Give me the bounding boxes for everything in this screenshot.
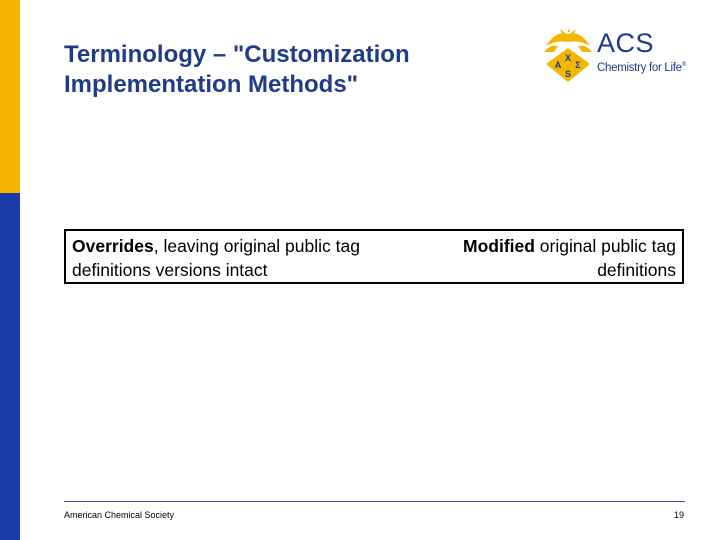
logo-tagline-text: Chemistry for Life bbox=[597, 61, 682, 74]
logo-trademark: ® bbox=[681, 62, 686, 68]
logo-acs-text: ACS bbox=[597, 28, 655, 58]
comparison-box bbox=[64, 229, 684, 284]
left-accent-bar-blue bbox=[0, 193, 20, 540]
emblem-letter-chi: Χ bbox=[564, 53, 572, 63]
acs-emblem-icon bbox=[540, 26, 596, 84]
emblem-letter-a: A bbox=[554, 60, 562, 70]
logo-tagline bbox=[597, 58, 686, 75]
footer-divider bbox=[64, 501, 685, 502]
slide-title-line-1: Terminology – "Customization bbox=[64, 41, 410, 68]
comparison-right-cell bbox=[396, 234, 676, 282]
emblem-letter-sigma: Σ bbox=[575, 60, 581, 70]
modified-description: original public tag definitions bbox=[534, 236, 676, 280]
footer-organization: American Chemical Society bbox=[64, 510, 175, 520]
page-number: 19 bbox=[673, 510, 684, 520]
left-accent-bar-gold bbox=[0, 0, 20, 193]
modified-term: Modified bbox=[463, 236, 535, 256]
slide-title-line-2: Implementation Methods" bbox=[64, 71, 359, 98]
left-accent-bar bbox=[0, 0, 20, 540]
slide-title bbox=[64, 40, 504, 100]
overrides-description: , leaving original public tag definitions versions intact bbox=[72, 236, 360, 280]
emblem-letter-s: S bbox=[564, 69, 572, 79]
overrides-term: Overrides bbox=[72, 236, 154, 256]
comparison-left-cell bbox=[72, 234, 402, 282]
acs-logo bbox=[540, 26, 690, 86]
